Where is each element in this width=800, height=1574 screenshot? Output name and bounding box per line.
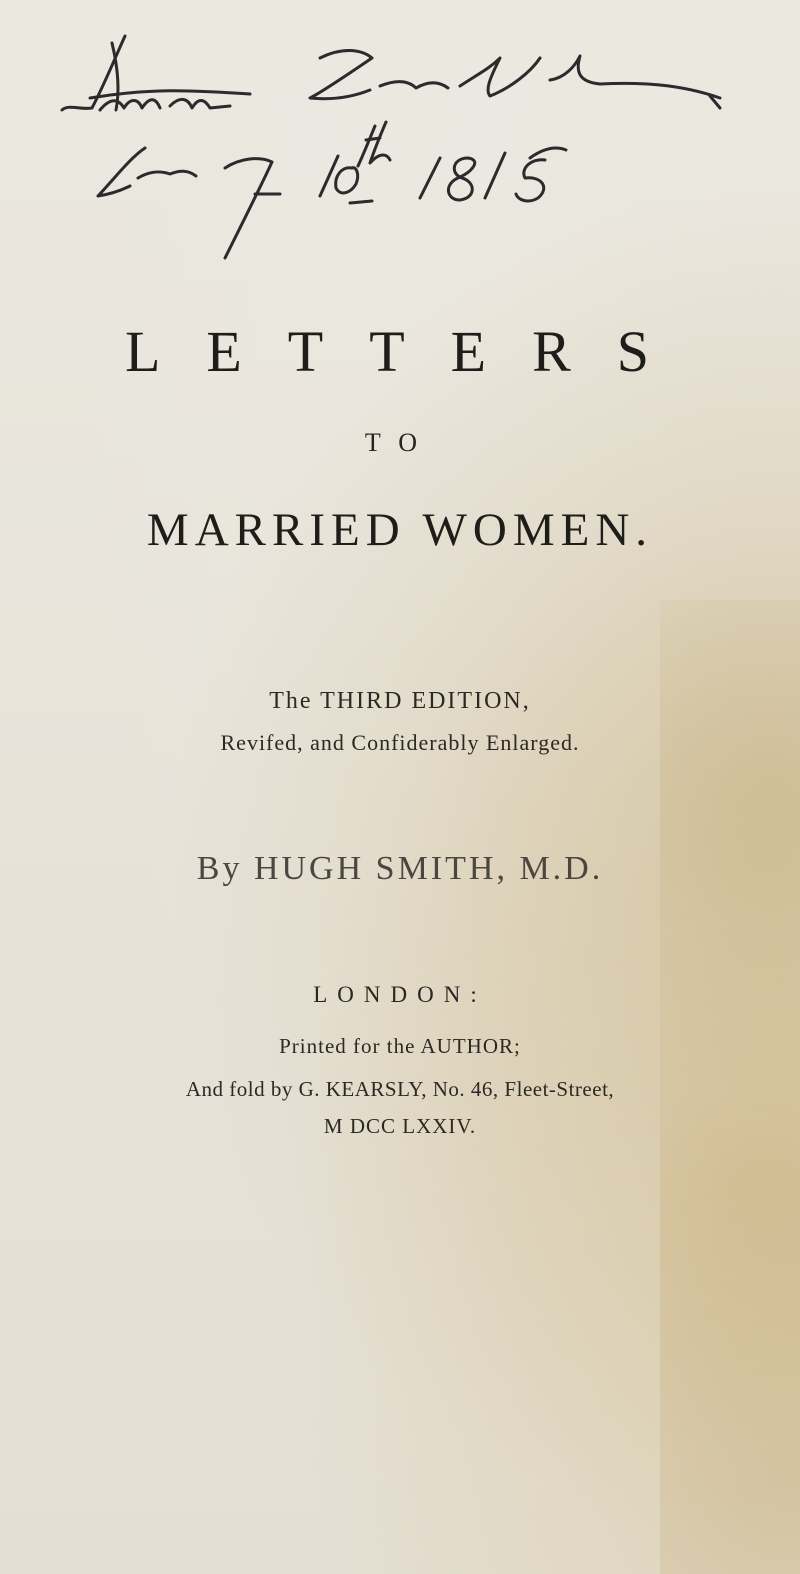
book-title: LETTERS (124, 319, 696, 384)
book-subtitle: MARRIED WOMEN. (146, 504, 654, 556)
handwriting-strokes (20, 18, 740, 308)
edition-note: Revifed, and Confiderably Enlarged. (220, 730, 580, 755)
edition-statement: The THIRD EDITION, (269, 688, 531, 714)
imprint-printed-for: Printed for the AUTHOR; (279, 1034, 521, 1058)
handwritten-inscription (20, 18, 740, 308)
author-line: By HUGH SMITH, M.D. (196, 850, 604, 887)
imprint-date: M DCC LXXIV. (323, 1114, 477, 1138)
imprint-place: LONDON: (313, 982, 487, 1007)
title-connector: TO (364, 428, 436, 457)
imprint-sold-by: And fold by G. KEARSLY, No. 46, Fleet-Street, (185, 1077, 615, 1101)
